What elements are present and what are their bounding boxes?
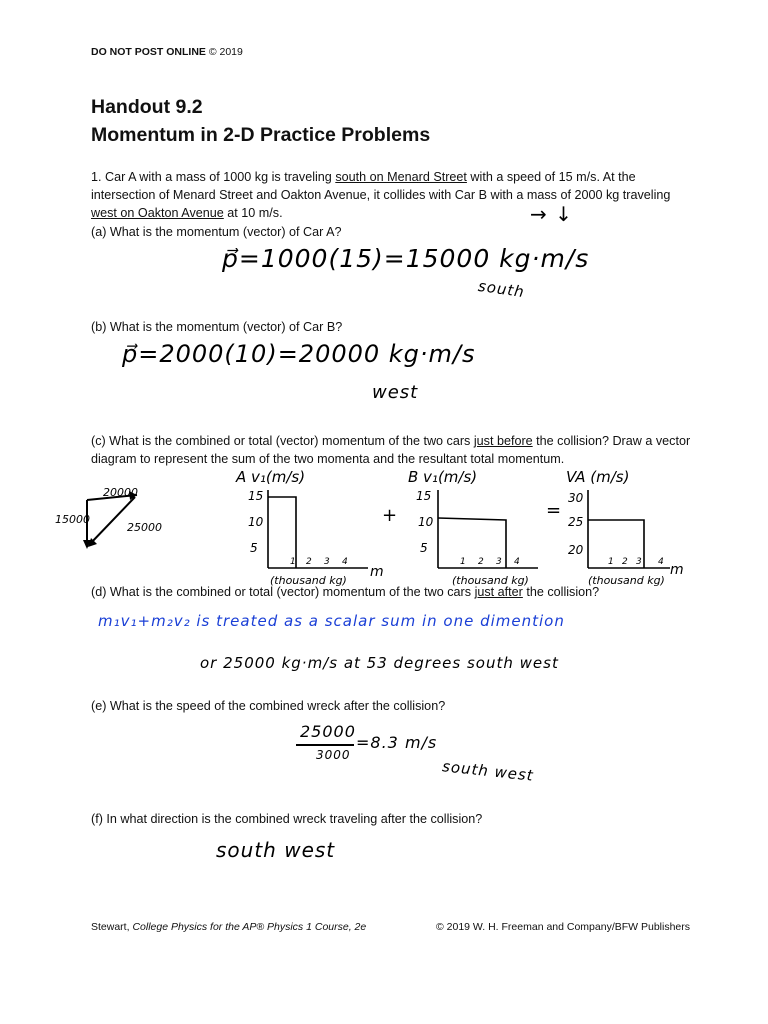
svg-text:2: 2 <box>478 557 484 567</box>
svg-text:3: 3 <box>324 557 330 567</box>
svg-text:1: 1 <box>460 557 466 567</box>
handout-number: Handout 9.2 <box>91 96 203 118</box>
answer-e-denominator: 3000 <box>316 748 351 762</box>
svg-text:2: 2 <box>306 557 312 567</box>
svg-text:30: 30 <box>568 491 584 505</box>
svg-text:15: 15 <box>416 489 432 503</box>
svg-text:m: m <box>670 562 684 578</box>
vector-diag-label: 25000 <box>127 521 162 534</box>
graph-combined <box>560 464 730 594</box>
answer-b: p⃗=2000(10)=20000 kg·m/s <box>122 340 476 368</box>
svg-text:(thousand kg): (thousand kg) <box>270 574 347 587</box>
svg-text:4: 4 <box>342 557 348 567</box>
question-f: (f) In what direction is the combined wreck traveling after the collision? <box>91 812 483 826</box>
answer-f: south west <box>216 838 336 862</box>
graph-a-title: A v₁(m/s) <box>236 468 306 486</box>
vector-top-label: 20000 <box>103 486 138 499</box>
svg-text:1: 1 <box>290 557 296 567</box>
notice: DO NOT POST ONLINE <box>91 46 206 58</box>
svg-text:15: 15 <box>248 489 264 503</box>
answer-a-direction: south <box>476 276 526 302</box>
question-a: (a) What is the momentum (vector) of Car A? <box>91 225 342 239</box>
svg-text:25: 25 <box>568 515 584 529</box>
answer-d: or 25000 kg·m/s at 53 degrees south west <box>200 654 559 672</box>
svg-text:2: 2 <box>622 557 628 567</box>
question-b: (b) What is the momentum (vector) of Car B? <box>91 320 343 334</box>
svg-text:5: 5 <box>250 541 258 555</box>
svg-text:10: 10 <box>248 515 264 529</box>
fraction-bar <box>296 744 354 746</box>
svg-text:20: 20 <box>568 543 584 557</box>
footer-citation: Stewart, College Physics for the AP® Physics 1 Course, 2e <box>91 921 367 933</box>
direction-arrows: → ↓ <box>530 202 573 226</box>
question-e: (e) What is the speed of the combined wreck after the collision? <box>91 699 446 713</box>
graph-car-a <box>228 464 398 594</box>
vector-diagram <box>55 485 165 555</box>
svg-text:1: 1 <box>608 557 614 567</box>
equals-sign: = <box>546 500 563 521</box>
svg-text:10: 10 <box>418 515 434 529</box>
answer-d-blue: m₁v₁+m₂v₂ is treated as a scalar sum in one dimention <box>98 612 565 630</box>
answer-e-numerator: 25000 <box>300 722 356 741</box>
page-title: Momentum in 2-D Practice Problems <box>91 124 431 146</box>
graph-combined-title: VA (m/s) <box>566 468 630 486</box>
question-c: (c) What is the combined or total (vector) momentum of the two cars just before the collision? Draw a vector diagram to represent the sum of the two momenta and the resultant total momentum. <box>91 434 691 466</box>
svg-text:(thousand kg): (thousand kg) <box>588 574 665 587</box>
answer-a: p⃗=1000(15)=15000 kg·m/s <box>222 244 590 273</box>
svg-text:4: 4 <box>514 557 520 567</box>
svg-text:m: m <box>370 564 384 580</box>
svg-text:3: 3 <box>636 557 642 567</box>
graph-b-title: B v₁(m/s) <box>408 468 478 486</box>
answer-b-direction: west <box>372 382 419 403</box>
footer-copyright: © 2019 W. H. Freeman and Company/BFW Publishers <box>436 921 691 933</box>
graph-car-b <box>398 464 568 594</box>
notice-year: © 2019 <box>208 46 243 58</box>
page-header <box>91 46 243 58</box>
vector-left-label: 15000 <box>55 513 90 526</box>
problem-intro: 1. Car A with a mass of 1000 kg is traveling south on Menard Street with a speed of 15 m/s. At the intersection of Menard Street and Oakton Avenue, it collides with Car B with a mass of 2000 kg traveling west on Oakton Avenue at 10 m/s. <box>91 170 671 220</box>
answer-e-result: =8.3 m/s <box>356 733 438 752</box>
plus-sign: + <box>382 505 399 526</box>
svg-text:5: 5 <box>420 541 428 555</box>
answer-e-direction: south west <box>441 757 535 785</box>
svg-text:3: 3 <box>496 557 502 567</box>
svg-text:(thousand kg): (thousand kg) <box>452 574 529 587</box>
svg-text:4: 4 <box>658 557 664 567</box>
question-d: (d) What is the combined or total (vector) momentum of the two cars just after the collision? <box>91 585 600 599</box>
